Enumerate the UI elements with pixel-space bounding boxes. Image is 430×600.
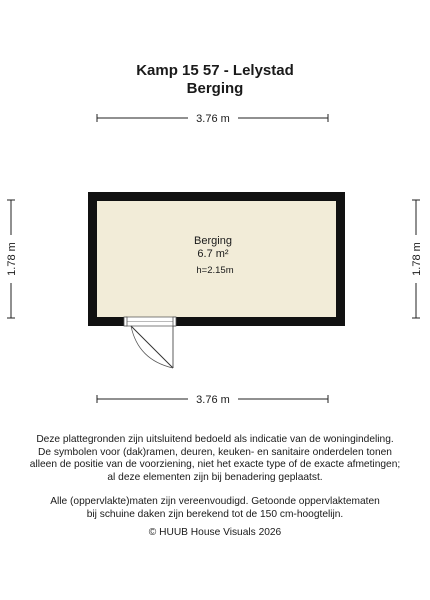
right-depth-label: 1.78 m bbox=[411, 242, 423, 276]
door bbox=[124, 317, 176, 368]
plan-floor-title: Berging bbox=[186, 80, 244, 97]
left-depth-label: 1.78 m bbox=[6, 242, 18, 276]
right-dimension bbox=[408, 200, 424, 318]
disclaimer-line: al deze elementen zijn bij benadering geplaatst. bbox=[107, 471, 323, 483]
top-width-label: 3.76 m bbox=[196, 113, 230, 125]
room-area: 6.7 m² bbox=[197, 248, 229, 260]
disclaimer-line: De symbolen voor (dak)ramen, deuren, keuken- en sanitaire onderdelen tonen bbox=[38, 446, 392, 458]
room-height: h=2.15m bbox=[196, 265, 234, 276]
disclaimer-line: Alle (oppervlakte)maten zijn vereenvoudigd. Getoonde oppervlaktematen bbox=[50, 496, 380, 508]
disclaimer-line: bij schuine daken zijn berekend tot de 150 cm-hoogtelijn. bbox=[86, 508, 344, 520]
disclaimer-line: alleen de positie van de voorziening, niet het exacte type of de exacte afmetingen; bbox=[29, 459, 401, 471]
copyright: © HUUB House Visuals 2026 bbox=[148, 527, 282, 538]
room-name: Berging bbox=[194, 235, 232, 247]
bottom-width-label: 3.76 m bbox=[196, 394, 230, 406]
disclaimer-line: Deze plattegronden zijn uitsluitend bedoeld als indicatie van de woningindeling. bbox=[36, 434, 394, 445]
left-dimension bbox=[3, 200, 19, 318]
plan-address-title: Kamp 15 57 - Lelystad bbox=[136, 62, 294, 79]
top-dimension bbox=[97, 110, 328, 126]
bottom-dimension bbox=[97, 391, 328, 407]
disclaimer bbox=[20, 434, 410, 522]
